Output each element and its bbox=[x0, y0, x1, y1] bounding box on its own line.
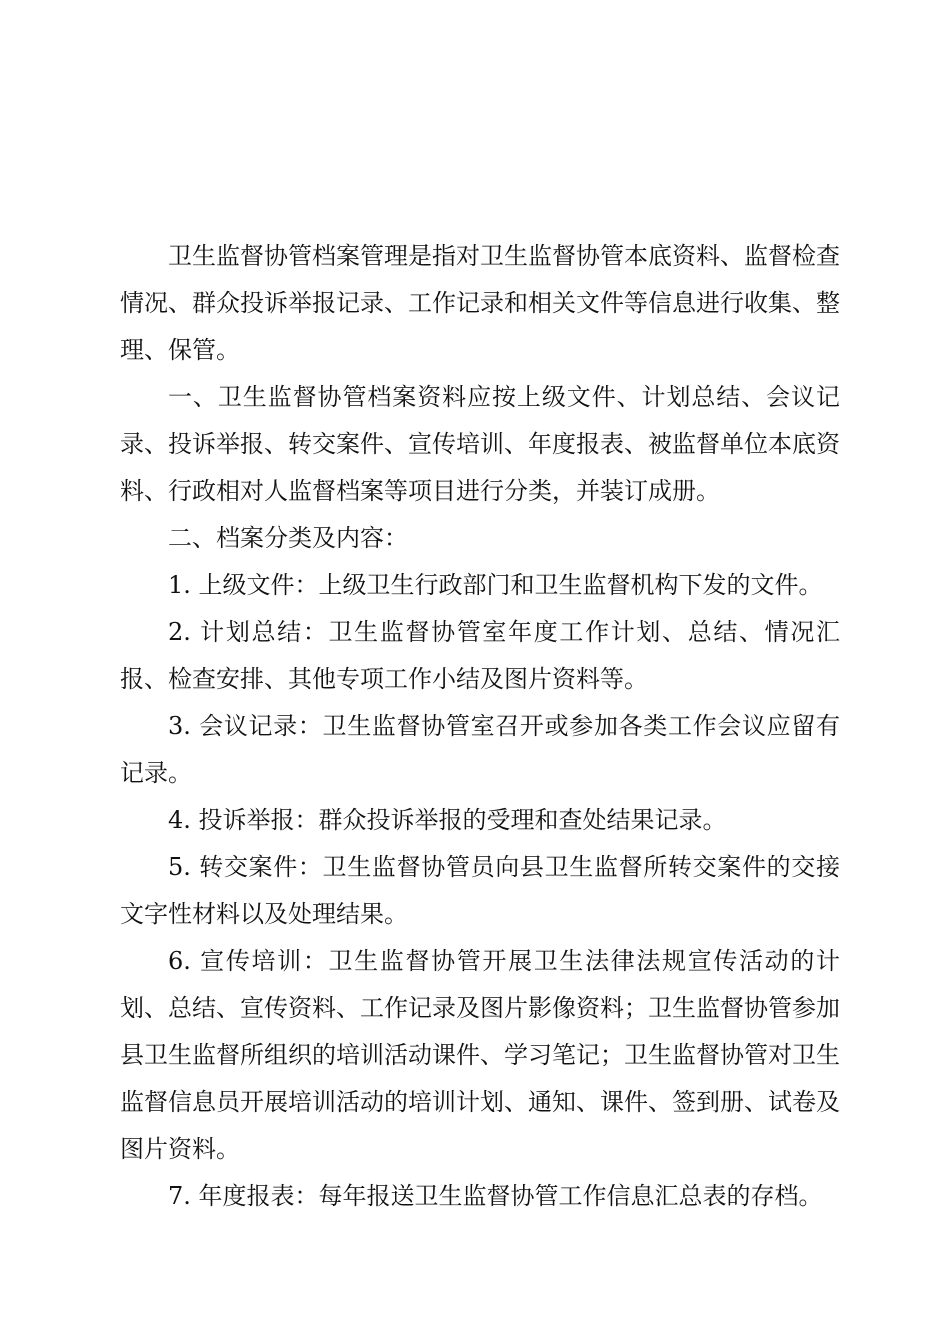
paragraph-section-2-heading: 二、档案分类及内容： bbox=[168, 524, 408, 552]
paragraph-item-4: 4. 投诉举报：群众投诉举报的受理和查处结果记录。 bbox=[168, 806, 727, 834]
paragraph-item-7: 7. 年度报表：每年报送卫生监督协管工作信息汇总表的存档。 bbox=[168, 1182, 823, 1210]
paragraph-section-1: 一、卫生监督协管档案资料应按上级文件、计划总结、会议记录、投诉举报、转交案件、宣传培训、年度报表、被监督单位本底资料、行政相对人监督档案等项目进行分类，并装订成册。 bbox=[120, 383, 840, 505]
paragraph-item-5: 5. 转交案件：卫生监督协管员向县卫生监督所转交案件的交接文字性材料以及处理结果。 bbox=[120, 853, 840, 928]
paragraph-item-1: 1. 上级文件：上级卫生行政部门和卫生监督机构下发的文件。 bbox=[168, 571, 823, 599]
paragraph-intro: 卫生监督协管档案管理是指对卫生监督协管本底资料、监督检查情况、群众投诉举报记录、工作记录和相关文件等信息进行收集、整理、保管。 bbox=[120, 242, 840, 364]
paragraph-item-3: 3. 会议记录：卫生监督协管室召开或参加各类工作会议应留有记录。 bbox=[120, 712, 840, 787]
paragraph-item-6: 6. 宣传培训：卫生监督协管开展卫生法律法规宣传活动的计划、总结、宣传资料、工作记录及图片影像资料；卫生监督协管参加县卫生监督所组织的培训活动课件、学习笔记；卫生监督协管对卫生监督信息员开展培训活动的培训计划、通知、课件、签到册、试卷及图片资料。 bbox=[120, 947, 840, 1163]
document-body bbox=[120, 233, 840, 1220]
paragraph-item-2: 2. 计划总结：卫生监督协管室年度工作计划、总结、情况汇报、检查安排、其他专项工作小结及图片资料等。 bbox=[120, 618, 840, 693]
